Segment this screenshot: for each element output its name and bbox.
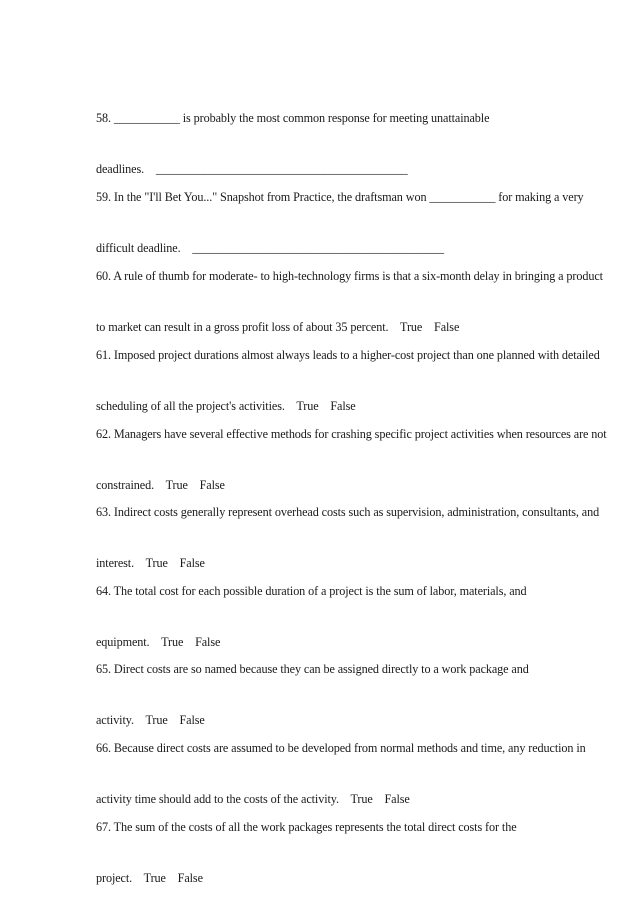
question-59-line-2-text: difficult deadline. __________________________________________ xyxy=(96,241,445,255)
true-option: True xyxy=(296,399,319,413)
question-66-line-1: 66. Because direct costs are assumed to be developed from normal methods and time, any reduction in xyxy=(96,741,586,755)
true-option: True xyxy=(400,320,423,334)
true-option: True xyxy=(350,792,373,806)
question-61-line-2-text: scheduling of all the project's activities. xyxy=(96,399,285,413)
false-option: False xyxy=(177,871,203,885)
false-option: False xyxy=(199,478,225,492)
question-62-line-2-text: constrained. xyxy=(96,478,155,492)
false-option: False xyxy=(330,399,356,413)
question-60-line-2-text: to market can result in a gross profit loss of about 35 percent. xyxy=(96,320,389,334)
question-58-line-2-text: deadlines. __________________________________________ xyxy=(96,162,408,176)
question-65-line-2-text: activity. xyxy=(96,713,134,727)
false-option: False xyxy=(179,713,205,727)
true-option: True xyxy=(143,871,166,885)
question-64-line-2-text: equipment. xyxy=(96,635,150,649)
question-67 xyxy=(96,785,638,904)
question-61-line-1: 61. Imposed project durations almost always leads to a higher-cost project than one planned with detailed xyxy=(96,348,600,362)
true-option: True xyxy=(145,556,168,570)
true-option: True xyxy=(145,713,168,727)
true-option: True xyxy=(161,635,184,649)
question-63-line-2-text: interest. xyxy=(96,556,135,570)
false-option: False xyxy=(179,556,205,570)
true-option: True xyxy=(165,478,188,492)
false-option: False xyxy=(384,792,410,806)
false-option: False xyxy=(195,635,221,649)
question-67-line-2 xyxy=(96,870,638,887)
question-64-line-1: 64. The total cost for each possible duration of a project is the sum of labor, materials, and xyxy=(96,584,527,598)
false-option: False xyxy=(434,320,460,334)
question-63-line-1: 63. Indirect costs generally represent overhead costs such as supervision, administration, consultants, and xyxy=(96,505,600,519)
question-67-line-1: 67. The sum of the costs of all the work packages represents the total direct costs for the xyxy=(96,820,517,834)
question-58-line-1: 58. ___________ is probably the most common response for meeting unattainable xyxy=(96,111,490,125)
question-62-line-1: 62. Managers have several effective methods for crashing specific project activities when resources are not xyxy=(96,427,607,441)
question-67-line-2-text: project. xyxy=(96,871,133,885)
question-65-line-1: 65. Direct costs are so named because they can be assigned directly to a work package and xyxy=(96,662,529,676)
question-59-line-1: 59. In the "I'll Bet You..." Snapshot from Practice, the draftsman won ___________ for making a very xyxy=(96,190,584,204)
question-60-line-1: 60. A rule of thumb for moderate- to high-technology firms is that a six-month delay in bringing a product xyxy=(96,269,603,283)
question-66-line-2-text: activity time should add to the costs of the activity. xyxy=(96,792,339,806)
